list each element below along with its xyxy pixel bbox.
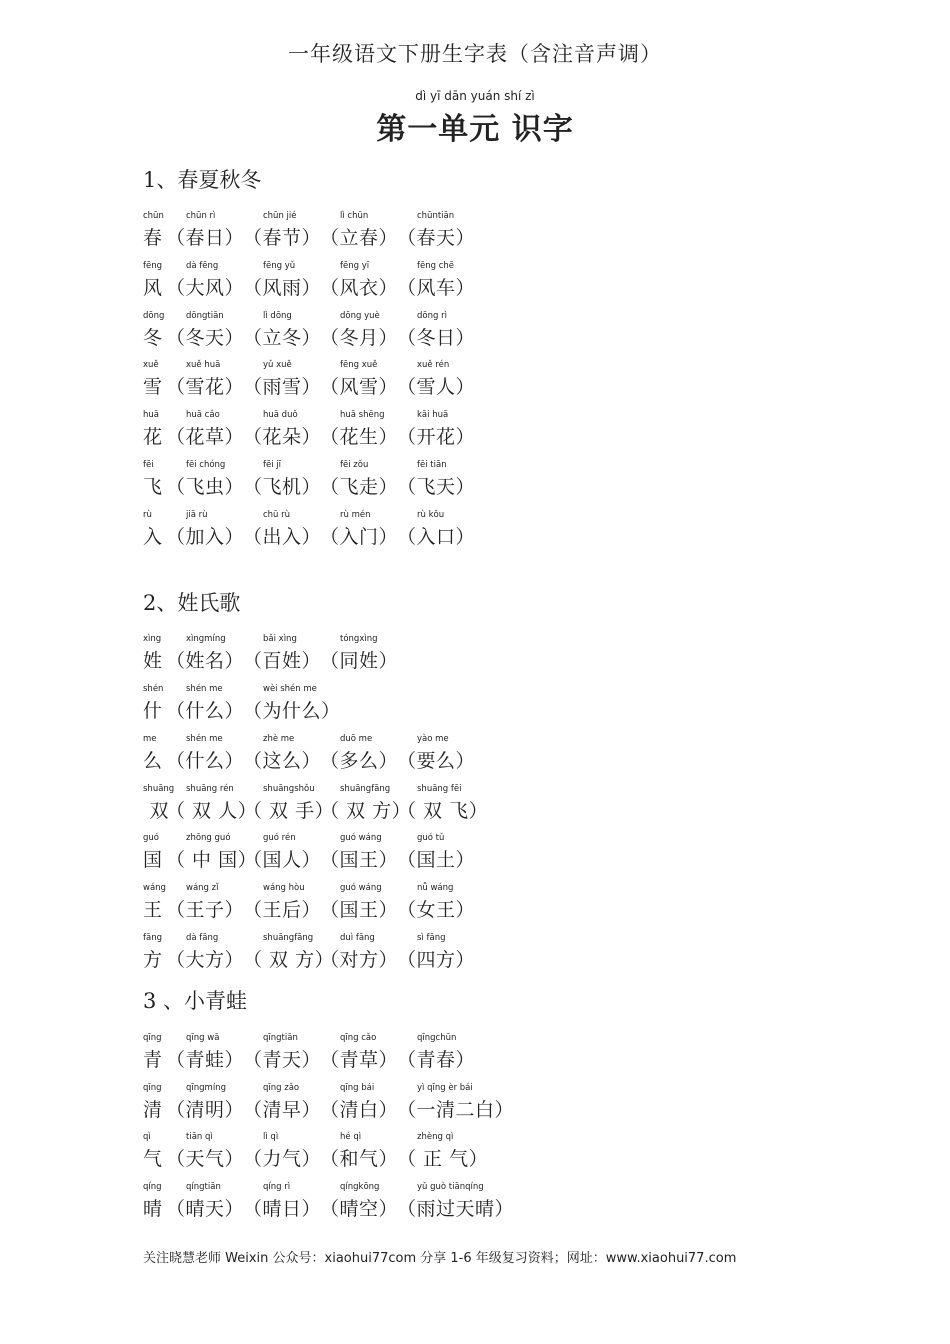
- hanzi-text: （雨过天晴）: [397, 1198, 515, 1220]
- hanzi-text: （清白）: [320, 1099, 399, 1121]
- hanzi-text: （为什么）: [243, 700, 341, 722]
- pinyin-label: wáng zǐ: [186, 883, 219, 893]
- pinyin-label: shuāngfāng: [263, 933, 314, 943]
- hanzi-text: 方: [143, 949, 163, 971]
- pinyin-label: wèi shén me: [263, 684, 317, 694]
- hanzi-text: （冬月）: [320, 327, 399, 349]
- hanzi-text: （清早）: [243, 1099, 322, 1121]
- pinyin-label: qíng rì: [263, 1182, 291, 1192]
- hanzi-text: （花草）: [166, 426, 245, 448]
- hanzi-text: （要么）: [397, 750, 476, 772]
- hanzi-text: （晴日）: [243, 1198, 322, 1220]
- pinyin-label: shuāngshǒu: [263, 784, 315, 794]
- hanzi-text: （国王）: [320, 899, 399, 921]
- hanzi-text: （立冬）: [243, 327, 322, 349]
- pinyin-label: qíng: [143, 1182, 162, 1192]
- hanzi-text: （大风）: [166, 277, 245, 299]
- pinyin-label: qíngkōng: [340, 1182, 380, 1192]
- hanzi-text: （风衣）: [320, 277, 399, 299]
- pinyin-label: huā: [143, 410, 159, 420]
- pinyin-label: lì chūn: [340, 211, 369, 221]
- hanzi-text: （ 双 飞）: [397, 800, 489, 822]
- hanzi-text: （晴空）: [320, 1198, 399, 1220]
- hanzi-text: （冬天）: [166, 327, 245, 349]
- pinyin-label: fēng xuě: [340, 360, 378, 370]
- pinyin-label: xìngmíng: [186, 634, 226, 644]
- hanzi-text: （和气）: [320, 1148, 399, 1170]
- hanzi-text: （国王）: [320, 849, 399, 871]
- pinyin-label: kāi huā: [417, 410, 449, 420]
- pinyin-label: zhōng guó: [186, 833, 231, 843]
- unit-pinyin: dì yī dān yuán shí zì: [415, 89, 535, 103]
- hanzi-text: 姓: [143, 650, 163, 672]
- hanzi-text: （青草）: [320, 1049, 399, 1071]
- hanzi-text: （飞走）: [320, 476, 399, 498]
- pinyin-label: fēi: [143, 460, 154, 470]
- pinyin-label: tóngxìng: [340, 634, 378, 644]
- hanzi-text: （一清二白）: [397, 1099, 515, 1121]
- hanzi-text: 清: [143, 1099, 163, 1121]
- hanzi-text: （青天）: [243, 1049, 322, 1071]
- hanzi-text: （春日）: [166, 227, 245, 249]
- hanzi-text: （入口）: [397, 526, 476, 548]
- hanzi-text: 飞: [143, 476, 163, 498]
- pinyin-label: shuāng rén: [186, 784, 234, 794]
- hanzi-text: （什么）: [166, 750, 245, 772]
- hanzi-text: 么: [143, 750, 163, 772]
- hanzi-text: （雪花）: [166, 376, 245, 398]
- pinyin-label: fēng yī: [340, 261, 370, 271]
- hanzi-text: （青蛙）: [166, 1049, 245, 1071]
- pinyin-label: dōng rì: [417, 311, 447, 321]
- pinyin-label: shuāng: [143, 784, 175, 794]
- pinyin-label: huā cǎo: [186, 410, 220, 420]
- pinyin-label: xìng: [143, 634, 162, 644]
- hanzi-text: 王: [143, 899, 163, 921]
- pinyin-label: chūn rì: [186, 211, 216, 221]
- hanzi-text: （ 中 国）: [166, 849, 258, 871]
- hanzi-text: 青: [143, 1049, 163, 1071]
- hanzi-text: （飞机）: [243, 476, 322, 498]
- pinyin-label: qīng cǎo: [340, 1033, 377, 1043]
- hanzi-text: （出入）: [243, 526, 322, 548]
- pinyin-label: rù mén: [340, 510, 371, 520]
- pinyin-label: fāng: [143, 933, 162, 943]
- hanzi-text: 雪: [143, 376, 163, 398]
- pinyin-label: xuě huā: [186, 360, 221, 370]
- pinyin-label: chūn jié: [263, 211, 297, 221]
- pinyin-label: tiān qì: [186, 1132, 213, 1142]
- pinyin-label: shuāngfāng: [340, 784, 391, 794]
- hanzi-text: （飞天）: [397, 476, 476, 498]
- hanzi-text: （立春）: [320, 227, 399, 249]
- hanzi-text: （ 双 手）: [243, 800, 335, 822]
- hanzi-text: （多么）: [320, 750, 399, 772]
- hanzi-text: （百姓）: [243, 650, 322, 672]
- pinyin-label: guó wáng: [340, 883, 382, 893]
- hanzi-text: （春天）: [397, 227, 476, 249]
- hanzi-text: （国人）: [243, 849, 322, 871]
- unit-title: 第一单元 识字: [376, 112, 574, 147]
- pinyin-label: lì dōng: [263, 311, 292, 321]
- hanzi-text: （女王）: [397, 899, 476, 921]
- hanzi-text: （对方）: [320, 949, 399, 971]
- pinyin-label: wáng hòu: [263, 883, 305, 893]
- pinyin-label: xuě: [143, 360, 159, 370]
- pinyin-label: zhèng qì: [417, 1132, 454, 1142]
- hanzi-text: （晴天）: [166, 1198, 245, 1220]
- document-title: 一年级语文下册生字表（含注音声调）: [288, 42, 662, 66]
- pinyin-label: qīng bái: [340, 1083, 375, 1093]
- pinyin-label: qīng wā: [186, 1033, 220, 1043]
- hanzi-text: （青春）: [397, 1049, 476, 1071]
- hanzi-text: （大方）: [166, 949, 245, 971]
- hanzi-text: （花生）: [320, 426, 399, 448]
- pinyin-label: duō me: [340, 734, 373, 744]
- pinyin-label: huā duǒ: [263, 410, 298, 420]
- pinyin-label: fēi zǒu: [340, 460, 369, 470]
- pinyin-label: dōngtiān: [186, 311, 224, 321]
- pinyin-label: shén me: [186, 734, 223, 744]
- pinyin-label: yǔ xuě: [263, 360, 292, 370]
- hanzi-text: 晴: [143, 1198, 163, 1220]
- hanzi-text: 花: [143, 426, 163, 448]
- hanzi-text: （风车）: [397, 277, 476, 299]
- pinyin-label: rù: [143, 510, 152, 520]
- pinyin-label: qīngmíng: [186, 1083, 226, 1093]
- pinyin-label: rù kǒu: [417, 510, 445, 520]
- pinyin-label: dà fēng: [186, 261, 219, 271]
- footer: 关注晓慧老师 Weixin 公众号：xiaohui77com 分享 1-6 年级复习资料；网址：www.xiaohui77.com: [143, 1251, 737, 1266]
- pinyin-label: fēi chóng: [186, 460, 226, 470]
- pinyin-label: fēng: [143, 261, 163, 271]
- pinyin-label: xuě rén: [417, 360, 450, 370]
- pinyin-label: qíngtiān: [186, 1182, 221, 1192]
- pinyin-label: yǔ guò tiānqíng: [417, 1182, 484, 1192]
- pinyin-label: sì fāng: [417, 933, 446, 943]
- hanzi-text: （雪人）: [397, 376, 476, 398]
- hanzi-text: （王后）: [243, 899, 322, 921]
- section-title: 3 、小青蛙: [143, 989, 248, 1013]
- pinyin-label: fēi jī: [263, 460, 282, 470]
- pinyin-label: guó wáng: [340, 833, 382, 843]
- pinyin-label: dà fāng: [186, 933, 219, 943]
- hanzi-text: （飞虫）: [166, 476, 245, 498]
- pinyin-label: dōng yuè: [340, 311, 380, 321]
- hanzi-text: （清明）: [166, 1099, 245, 1121]
- hanzi-text: 国: [143, 849, 163, 871]
- pinyin-label: shén: [143, 684, 164, 694]
- pinyin-label: hé qì: [340, 1132, 362, 1142]
- pinyin-label: huā shēng: [340, 410, 385, 420]
- pinyin-label: qīng: [143, 1083, 162, 1093]
- section-title: 2、姓氏歌: [143, 591, 241, 615]
- pinyin-label: bǎi xìng: [263, 634, 297, 644]
- hanzi-text: 气: [143, 1148, 163, 1170]
- hanzi-text: 入: [143, 526, 163, 548]
- hanzi-text: （入门）: [320, 526, 399, 548]
- pinyin-label: dōng: [143, 311, 165, 321]
- section-title: 1、春夏秋冬: [143, 168, 262, 192]
- hanzi-text: （冬日）: [397, 327, 476, 349]
- hanzi-text: 双: [143, 800, 170, 822]
- pinyin-label: qīng: [143, 1033, 162, 1043]
- pinyin-label: zhè me: [263, 734, 295, 744]
- pinyin-label: yào me: [417, 734, 449, 744]
- hanzi-text: （ 双 人）: [166, 800, 258, 822]
- hanzi-text: （雨雪）: [243, 376, 322, 398]
- hanzi-text: （四方）: [397, 949, 476, 971]
- hanzi-text: （春节）: [243, 227, 322, 249]
- pinyin-label: qì: [143, 1132, 151, 1142]
- pinyin-label: qīngchūn: [417, 1033, 457, 1043]
- pinyin-label: chūn: [143, 211, 164, 221]
- pinyin-label: yì qīng èr bái: [417, 1083, 473, 1093]
- pinyin-label: fēng chē: [417, 261, 454, 271]
- hanzi-text: （开花）: [397, 426, 476, 448]
- pinyin-label: qīng zǎo: [263, 1083, 300, 1093]
- hanzi-text: 冬: [143, 327, 163, 349]
- hanzi-text: （天气）: [166, 1148, 245, 1170]
- hanzi-text: （姓名）: [166, 650, 245, 672]
- hanzi-text: （风雪）: [320, 376, 399, 398]
- pinyin-label: wáng: [143, 883, 166, 893]
- pinyin-label: qīngtiān: [263, 1033, 298, 1043]
- pinyin-label: chū rù: [263, 510, 291, 520]
- hanzi-text: （ 双 方）: [320, 800, 412, 822]
- hanzi-text: 春: [143, 227, 163, 249]
- hanzi-text: 风: [143, 277, 163, 299]
- hanzi-text: （ 双 方）: [243, 949, 335, 971]
- pinyin-label: guó: [143, 833, 159, 843]
- hanzi-text: （国土）: [397, 849, 476, 871]
- pinyin-label: jiā rù: [186, 510, 208, 520]
- hanzi-text: （王子）: [166, 899, 245, 921]
- hanzi-text: （力气）: [243, 1148, 322, 1170]
- pinyin-label: me: [143, 734, 157, 744]
- hanzi-text: （同姓）: [320, 650, 399, 672]
- hanzi-text: （这么）: [243, 750, 322, 772]
- hanzi-text: （什么）: [166, 700, 245, 722]
- hanzi-text: （风雨）: [243, 277, 322, 299]
- pinyin-label: shuāng fēi: [417, 784, 462, 794]
- pinyin-label: guó rén: [263, 833, 296, 843]
- pinyin-label: guó tǔ: [417, 833, 445, 843]
- hanzi-text: 什: [143, 700, 163, 722]
- pinyin-label: fēng yǔ: [263, 261, 296, 271]
- pinyin-label: lì qì: [263, 1132, 279, 1142]
- hanzi-text: （加入）: [166, 526, 245, 548]
- pinyin-label: chūntiān: [417, 211, 455, 221]
- hanzi-text: （ 正 气）: [397, 1148, 489, 1170]
- pinyin-label: shén me: [186, 684, 223, 694]
- pinyin-label: fēi tiān: [417, 460, 447, 470]
- pinyin-label: duì fāng: [340, 933, 375, 943]
- pinyin-label: nǚ wáng: [417, 883, 454, 893]
- hanzi-text: （花朵）: [243, 426, 322, 448]
